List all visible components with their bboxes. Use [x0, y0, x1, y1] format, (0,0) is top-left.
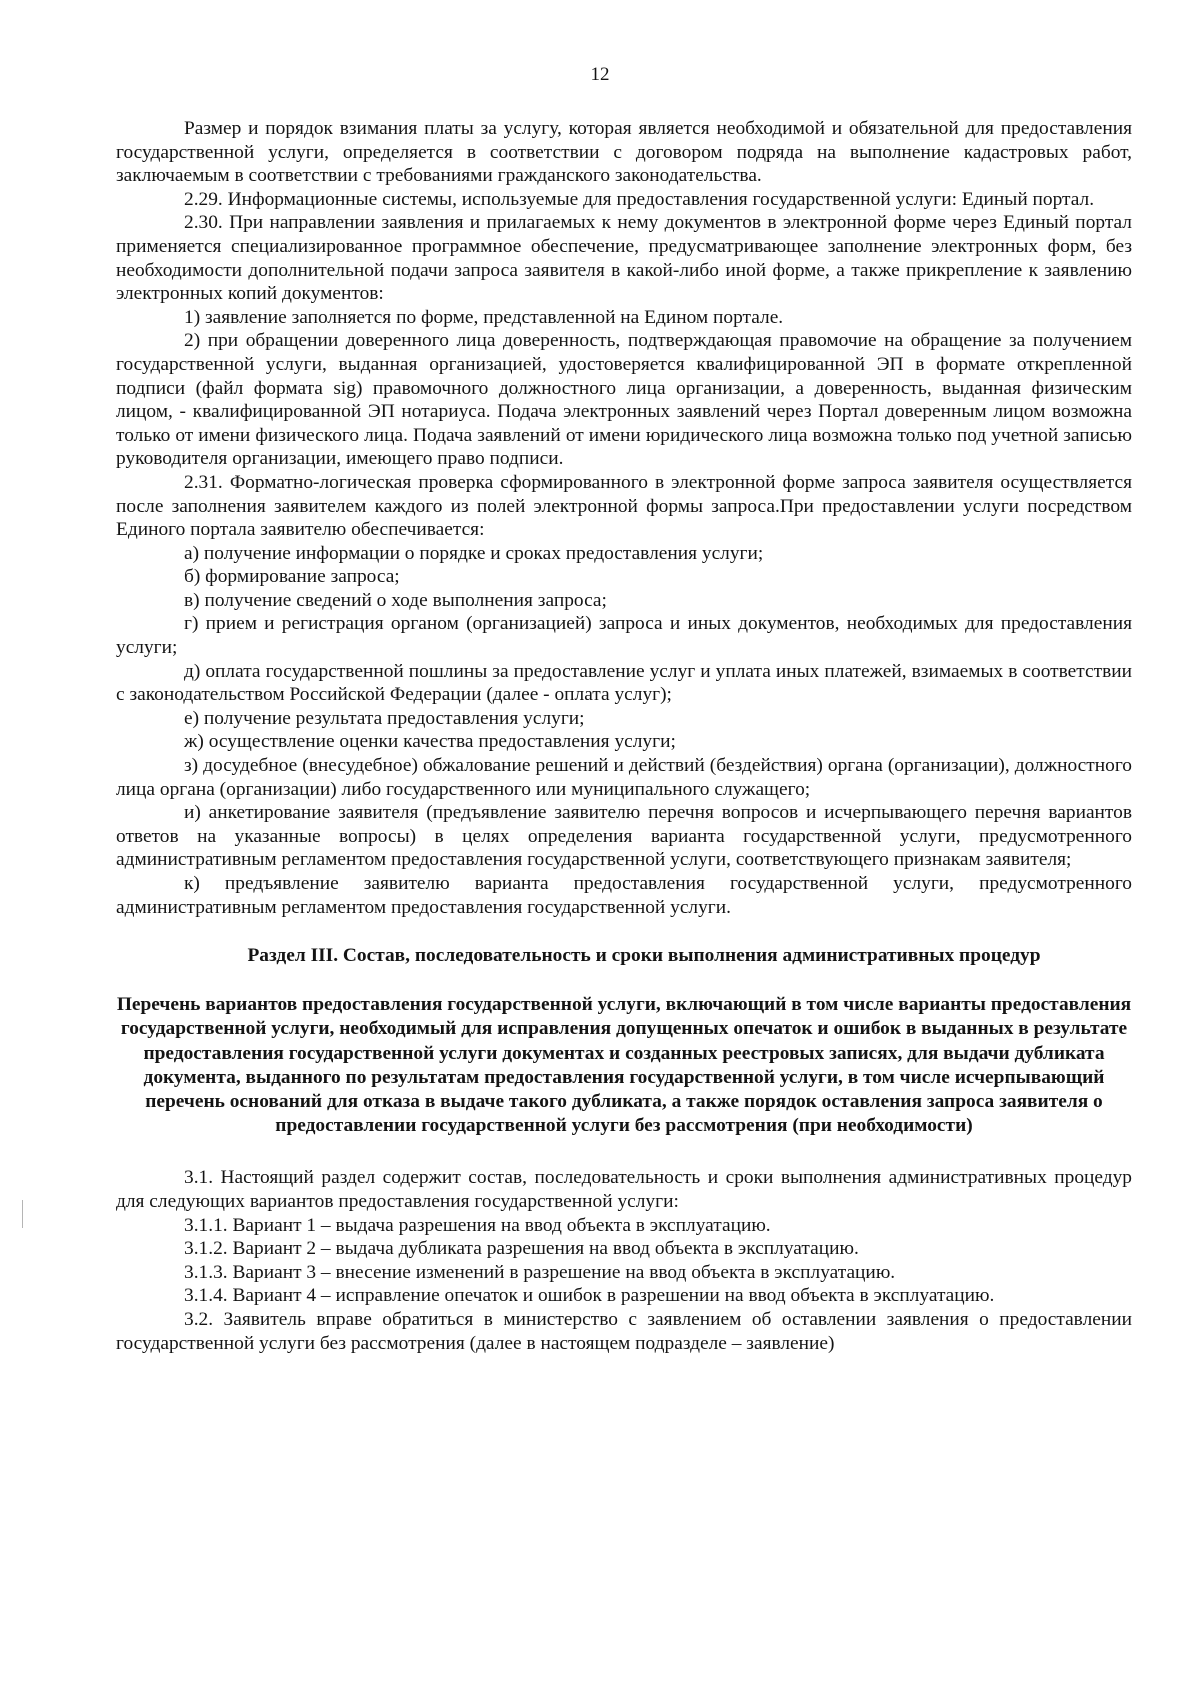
paragraph-2-29: 2.29. Информационные системы, используемые для предоставления государственной услуги: Единый портал.: [184, 188, 1095, 210]
paragraph-3-1-3: 3.1.3. Вариант 3 – внесение изменений в разрешение на ввод объекта в эксплуатацию.: [184, 1261, 896, 1283]
paragraph-3-1-1: 3.1.1. Вариант 1 – выдача разрешения на ввод объекта в эксплуатацию.: [184, 1214, 771, 1236]
list-item-1: 1) заявление заполняется по форме, представленной на Едином портале.: [184, 306, 784, 328]
list-item-a: а) получение информации о порядке и сроках предоставления услуги;: [184, 542, 764, 564]
document-body: [116, 117, 1132, 1355]
paragraph-3-1: 3.1. Настоящий раздел содержит состав, последовательность и сроки выполнения административных процедур для следующих вариантов предоставления государственной услуги:: [116, 1167, 1132, 1212]
page-number: 12: [590, 64, 610, 85]
paragraph-3-1-2: 3.1.2. Вариант 2 – выдача дубликата разрешения на ввод объекта в эксплуатацию.: [184, 1238, 859, 1260]
paragraph-3-1-4: 3.1.4. Вариант 4 – исправление опечаток и ошибок в разрешении на ввод объекта в эксплуатацию.: [184, 1285, 995, 1307]
section-title: Раздел III. Состав, последовательность и сроки выполнения административных процедур: [247, 945, 1041, 967]
list-item-b: б) формирование запроса;: [184, 566, 400, 588]
list-item-g: г) прием и регистрация органом (организацией) запроса и иных документов, необходимых для предоставления услуги;: [116, 613, 1132, 659]
paragraph-2-30: 2.30. При направлении заявления и прилагаемых к нему документов в электронной форме через Единый портал применяется специализированное программное обеспечение, предусматривающее заполнение электронных форм, без необходимости дополнительной подачи запроса заявителя в какой-либо иной форме, а также прикрепление к заявлению электронных копий документов:: [116, 212, 1132, 305]
sub-heading: Перечень вариантов предоставления государственной услуги, включающий в том числе варианты предоставления государственной услуги, необходимый для исправления допущенных опечаток и ошибок в выданных в результате предоставления государственной услуги документах и созданных реестровых записях, для выдачи дубликата документа, выданного по результатам предоставления государственной услуги, в том числе исчерпывающий перечень оснований для отказа в выдаче такого дубликата, а также порядок оставления запроса заявителя о предоставлении государственной услуги без рассмотрения (при необходимости): [116, 994, 1132, 1137]
list-item-e: е) получение результата предоставления услуги;: [184, 707, 585, 729]
paragraph-payment: Размер и порядок взимания платы за услугу, которая является необходимой и обязательной для предоставления государственной услуги, определяется в соответствии с договором подряда на выполнение кадастровых работ, заключаемым в соответствии с требованиями гражданского законодательства.: [116, 118, 1132, 187]
paragraph-3-2: 3.2. Заявитель вправе обратиться в министерство с заявлением об оставлении заявления о предоставлении государственной услуги без рассмотрения (далее в настоящем подразделе – заявление): [116, 1308, 1132, 1354]
list-item-i: и) анкетирование заявителя (предъявление заявителю перечня вопросов и исчерпывающего перечня вариантов ответов на указанные вопросы) в целях определения варианта государственной услуги, предусмотренного административным регламентом предоставления государственной услуги, соответствующего признакам заявителя;: [116, 802, 1132, 871]
list-item-k: к) предъявление заявителю варианта предоставления государственной услуги, предусмотренного административным регламентом предоставления государственной услуги.: [116, 873, 1132, 918]
scan-mark: [22, 1200, 23, 1228]
list-item-d: д) оплата государственной пошлины за предоставление услуг и уплата иных платежей, взимаемых в соответствии с законодательством Российской Федерации (далее - оплата услуг);: [116, 660, 1132, 706]
list-item-2: 2) при обращении доверенного лица доверенность, подтверждающая правомочие на обращение за получением государственной услуги, выданная организацией, удостоверяется квалифицированной ЭП в формате открепленной подписи (файл формата sig) правомочного должностного лица организации, а доверенность, выданная физическим лицом, - квалифицированной ЭП нотариуса. Подача электронных заявлений через Портал доверенным лицом возможна только от имени физического лица. Подача заявлений от имени юридического лица возможна только под учетной записью руководителя организации, имеющего право подписи.: [116, 330, 1132, 470]
list-item-zh: ж) осуществление оценки качества предоставления услуги;: [184, 731, 676, 753]
list-item-v: в) получение сведений о ходе выполнения запроса;: [184, 589, 607, 611]
list-item-z: з) досудебное (внесудебное) обжалование решений и действий (бездействия) органа (организации), должностного лица органа (организации) либо государственного или муниципального служащего;: [116, 755, 1132, 800]
paragraph-2-31: 2.31. Форматно-логическая проверка сформированного в электронной форме запроса заявителя осуществляется после заполнения заявителем каждого из полей электронной формы запроса.При предоставлении услуги посредством Единого портала заявителю обеспечивается:: [116, 471, 1132, 541]
